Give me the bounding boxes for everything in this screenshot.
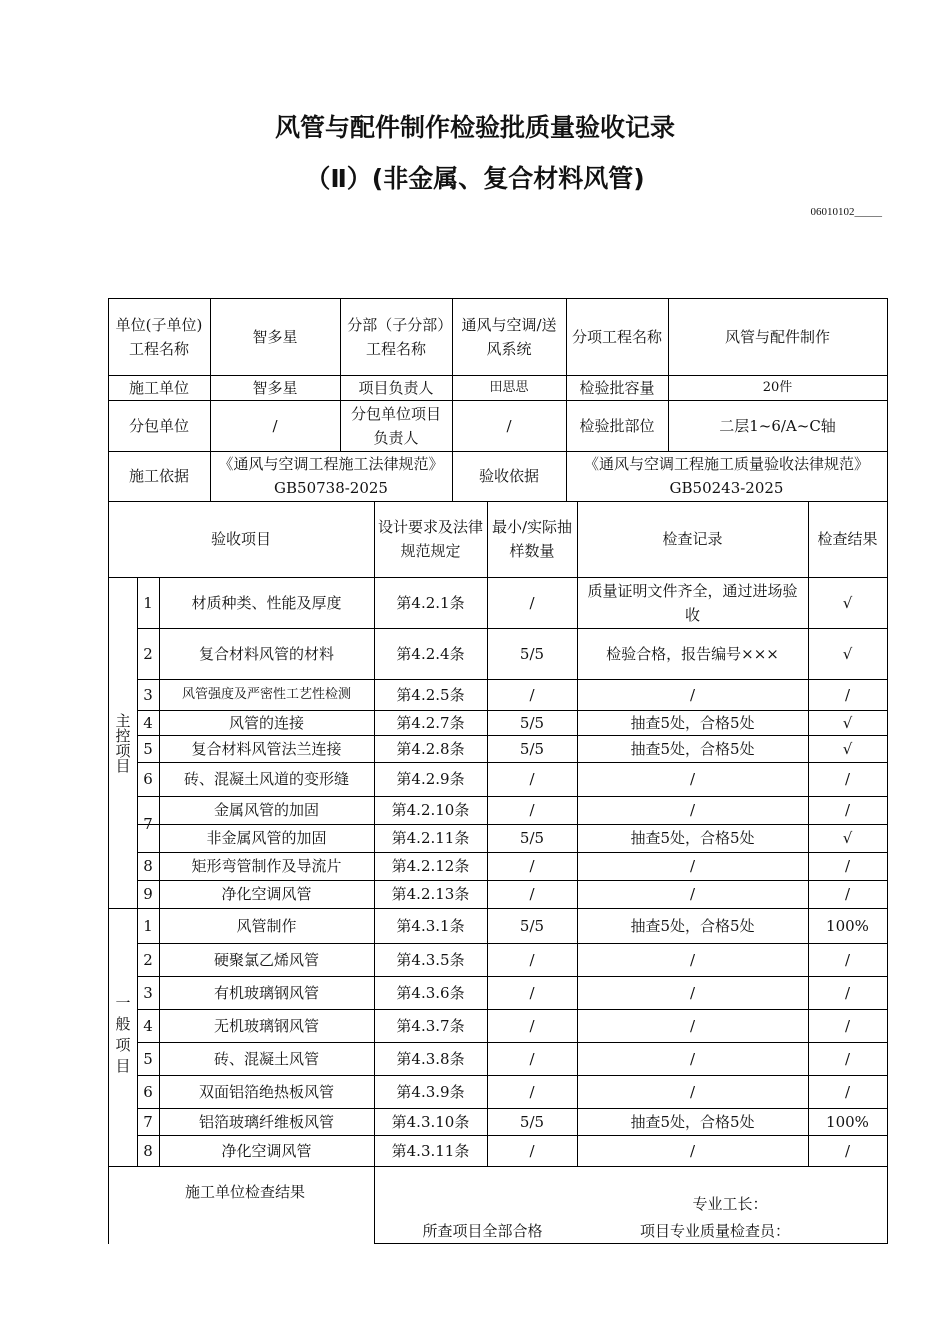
item-clause: 第4.2.4条 bbox=[396, 644, 465, 663]
item-name: 硬聚氯乙烯风管 bbox=[213, 950, 319, 969]
item-result: / bbox=[844, 1141, 851, 1160]
basis-value: 《通风与空调工程施工法律规范》GB50738-2025 bbox=[218, 455, 444, 497]
item-sample: / bbox=[529, 950, 535, 969]
table-rule bbox=[108, 908, 888, 909]
item-result: √ bbox=[842, 829, 853, 847]
item-record: / bbox=[689, 1141, 696, 1160]
basis-label: 施工依据 bbox=[128, 467, 189, 485]
item-record: 检验合格，报告编号××× bbox=[606, 644, 779, 663]
subcontractor-label: 分包单位 bbox=[128, 416, 189, 435]
foreman-label: 专业工长： bbox=[692, 1195, 768, 1213]
item-result: / bbox=[844, 801, 851, 819]
item-clause: 第4.3.11条 bbox=[391, 1141, 470, 1160]
pm-label: 项目负责人 bbox=[358, 378, 434, 397]
item-clause: 第4.2.8条 bbox=[396, 739, 465, 758]
item-number: 8 bbox=[143, 1141, 153, 1160]
item-sample: 5/5 bbox=[519, 1112, 545, 1131]
item-number: 4 bbox=[143, 713, 153, 732]
location-value: 二层1~6/A~C轴 bbox=[719, 416, 836, 435]
item-name: 铝箔玻璃纤维板风管 bbox=[198, 1112, 334, 1131]
item-record: / bbox=[689, 950, 696, 969]
item-number: 5 bbox=[143, 739, 153, 758]
pm-value: 田思思 bbox=[489, 379, 529, 395]
item-record: 抽查5处，合格5处 bbox=[630, 916, 755, 935]
table-rule bbox=[887, 501, 888, 578]
item-result: √ bbox=[842, 713, 853, 732]
col-result: 检查结果 bbox=[817, 530, 878, 548]
item-result: / bbox=[844, 685, 851, 704]
item-number: 5 bbox=[143, 1049, 153, 1068]
sub-pm-value: / bbox=[506, 416, 512, 435]
col-design: 设计要求及法律规范规定 bbox=[378, 518, 484, 560]
item-name: 有机玻璃钢风管 bbox=[213, 983, 319, 1002]
item-record: / bbox=[689, 857, 696, 875]
item-number: 8 bbox=[143, 857, 153, 875]
item-number: 4 bbox=[143, 1016, 153, 1035]
item-result: / bbox=[844, 885, 851, 903]
item-number: 2 bbox=[143, 950, 153, 969]
item-result: / bbox=[844, 1016, 851, 1035]
item-result: 100% bbox=[826, 1112, 869, 1131]
item-result: √ bbox=[842, 593, 853, 612]
item-clause: 第4.2.1条 bbox=[396, 593, 465, 612]
item-result: √ bbox=[842, 739, 853, 758]
item-sample: / bbox=[529, 983, 535, 1002]
inspector-label: 项目专业质量检查员： bbox=[639, 1221, 790, 1240]
table-rule bbox=[137, 577, 138, 1167]
item-name: 砖、混凝土风道的变形缝 bbox=[183, 770, 349, 788]
item-record: / bbox=[689, 801, 696, 819]
item-name: 砖、混凝土风管 bbox=[213, 1049, 319, 1068]
item-name: 风管制作 bbox=[236, 916, 297, 935]
item-clause: 第4.3.10条 bbox=[391, 1112, 470, 1131]
item-record: / bbox=[689, 1082, 696, 1101]
item-number: 7 bbox=[143, 815, 153, 833]
capacity-value: 20件 bbox=[762, 379, 793, 395]
item-sample: / bbox=[529, 593, 535, 612]
general-label: 一般项目 bbox=[113, 995, 132, 1079]
item-number: 1 bbox=[143, 916, 153, 935]
item-name: 矩形弯管制作及导流片 bbox=[191, 857, 342, 875]
item-name: 无机玻璃钢风管 bbox=[213, 1016, 319, 1035]
document-subtitle: （Ⅱ）(非金属、复合材料风管) bbox=[305, 164, 645, 193]
item-value: 风管与配件制作 bbox=[724, 327, 830, 346]
item-number: 6 bbox=[143, 770, 153, 788]
item-clause: 第4.3.1条 bbox=[396, 916, 465, 935]
item-record: / bbox=[689, 885, 696, 903]
item-record: / bbox=[689, 685, 696, 704]
sub-project-value: 通风与空调/送风系统 bbox=[461, 315, 557, 358]
item-clause: 第4.2.11条 bbox=[391, 829, 470, 847]
col-sample: 最小/实际抽样数量 bbox=[491, 518, 573, 560]
item-sample: / bbox=[529, 1016, 535, 1035]
table-rule bbox=[887, 298, 888, 452]
item-result: 100% bbox=[826, 916, 869, 935]
item-result: / bbox=[844, 983, 851, 1002]
item-record: 抽查5处，合格5处 bbox=[630, 1112, 755, 1131]
item-sample: / bbox=[529, 1049, 535, 1068]
item-name: 材质种类、性能及厚度 bbox=[191, 593, 342, 612]
footer-label: 施工单位检查结果 bbox=[184, 1183, 305, 1201]
item-sample: / bbox=[529, 857, 535, 875]
item-number: 6 bbox=[143, 1082, 153, 1101]
item-record: 抽查5处，合格5处 bbox=[630, 739, 755, 758]
item-name: 双面铝箔绝热板风管 bbox=[198, 1082, 334, 1101]
item-label: 分项工程名称 bbox=[571, 327, 662, 346]
table-rule bbox=[887, 577, 888, 1244]
item-sample: 5/5 bbox=[519, 739, 545, 758]
item-record: / bbox=[689, 983, 696, 1002]
item-number: 3 bbox=[143, 685, 153, 704]
item-clause: 第4.3.5条 bbox=[396, 950, 465, 969]
item-result: / bbox=[844, 950, 851, 969]
sub-pm-label: 分包单位项目负责人 bbox=[350, 404, 441, 447]
item-sample: 5/5 bbox=[519, 713, 545, 732]
item-clause: 第4.3.6条 bbox=[396, 983, 465, 1002]
location-label: 检验批部位 bbox=[579, 416, 655, 435]
sub-project-label: 分部（子分部）工程名称 bbox=[347, 315, 445, 358]
item-clause: 第4.2.7条 bbox=[396, 713, 465, 732]
item-sample: 5/5 bbox=[519, 916, 545, 935]
item-name: 净化空调风管 bbox=[221, 885, 312, 903]
item-result: / bbox=[844, 1082, 851, 1101]
footer-conclusion: 所查项目全部合格 bbox=[422, 1221, 543, 1240]
item-name: 净化空调风管 bbox=[221, 1141, 312, 1160]
col-item: 验收项目 bbox=[210, 530, 271, 548]
item-name: 非金属风管的加固 bbox=[206, 829, 327, 847]
item-clause: 第4.2.10条 bbox=[391, 801, 470, 819]
item-record: 质量证明文件齐全，通过进场验收 bbox=[587, 581, 798, 624]
item-name: 金属风管的加固 bbox=[213, 801, 319, 819]
item-number: 9 bbox=[143, 885, 153, 903]
item-result: / bbox=[844, 857, 851, 875]
item-result: / bbox=[844, 1049, 851, 1068]
item-clause: 第4.3.8条 bbox=[396, 1049, 465, 1068]
form-code: 06010102_____ bbox=[810, 206, 882, 218]
item-number: 7 bbox=[143, 1112, 153, 1131]
item-result: / bbox=[844, 770, 851, 788]
item-number: 1 bbox=[143, 593, 153, 612]
constructor-value: 智多星 bbox=[252, 378, 298, 397]
item-sample: 5/5 bbox=[519, 644, 545, 663]
unit-value: 智多星 bbox=[252, 327, 298, 346]
item-name: 风管强度及严密性工艺性检测 bbox=[181, 686, 351, 702]
accept-label: 验收依据 bbox=[478, 467, 539, 485]
item-clause: 第4.2.13条 bbox=[391, 885, 470, 903]
item-record: / bbox=[689, 1049, 696, 1068]
table-rule bbox=[887, 451, 888, 502]
item-sample: / bbox=[529, 770, 535, 788]
item-number: 2 bbox=[143, 644, 153, 663]
item-clause: 第4.3.9条 bbox=[396, 1082, 465, 1101]
unit-label: 单位(子单位)工程名称 bbox=[115, 315, 203, 358]
subcontractor-value: / bbox=[272, 416, 278, 435]
item-name: 风管的连接 bbox=[228, 713, 304, 732]
item-clause: 第4.3.7条 bbox=[396, 1016, 465, 1035]
item-name: 复合材料风管法兰连接 bbox=[191, 739, 342, 758]
item-name: 复合材料风管的材料 bbox=[198, 644, 334, 663]
item-clause: 第4.2.9条 bbox=[396, 770, 465, 788]
table-rule bbox=[374, 1243, 888, 1244]
item-record: / bbox=[689, 1016, 696, 1035]
item-clause: 第4.2.5条 bbox=[396, 685, 465, 704]
accept-value: 《通风与空调工程施工质量验收法律规范》GB50243-2025 bbox=[583, 455, 869, 497]
capacity-label: 检验批容量 bbox=[579, 378, 655, 397]
item-sample: / bbox=[529, 685, 535, 704]
item-sample: / bbox=[529, 1141, 535, 1160]
item-record: 抽查5处，合格5处 bbox=[630, 829, 755, 847]
item-number: 3 bbox=[143, 983, 153, 1002]
main-control-label: 主控项目 bbox=[113, 712, 132, 773]
item-sample: 5/5 bbox=[519, 829, 545, 847]
item-result: √ bbox=[842, 644, 853, 663]
item-sample: / bbox=[529, 885, 535, 903]
item-record: 抽查5处，合格5处 bbox=[630, 713, 755, 732]
item-sample: / bbox=[529, 801, 535, 819]
document-title: 风管与配件制作检验批质量验收记录 bbox=[274, 113, 675, 142]
col-record: 检查记录 bbox=[662, 530, 723, 548]
table-rule bbox=[374, 1166, 375, 1244]
item-record: / bbox=[689, 770, 696, 788]
constructor-label: 施工单位 bbox=[128, 378, 189, 397]
item-clause: 第4.2.12条 bbox=[391, 857, 470, 875]
item-sample: / bbox=[529, 1082, 535, 1101]
